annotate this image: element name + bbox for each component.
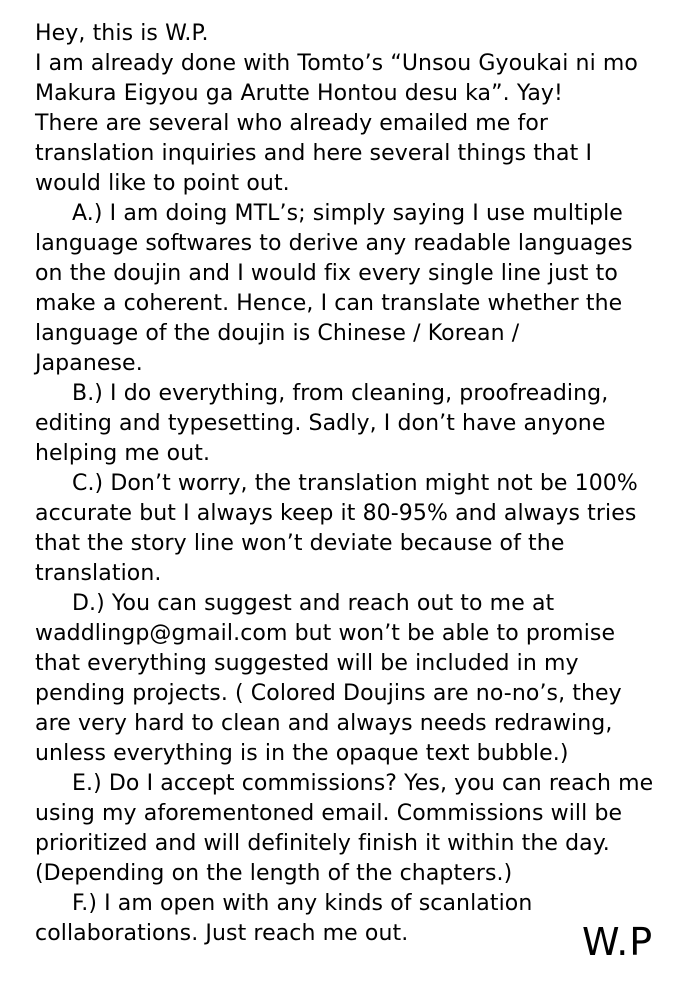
list-item-start-line: B.) I do everything, from cleaning, proofreading, [72, 381, 609, 406]
text-line: editing and typesetting. Sadly, I don’t have anyone [35, 411, 606, 436]
list-item-start-line: D.) You can suggest and reach out to me at [72, 591, 555, 616]
text-line: using my aforementoned email. Commissions will be [35, 801, 623, 826]
text-line: Hey, this is W.P. [35, 21, 209, 46]
text-line: would like to point out. [35, 171, 290, 196]
text-line: prioritized and will definitely finish it within the day. [35, 831, 610, 856]
list-item-start-line: A.) I am doing MTL’s; simply saying I use multiple [72, 201, 623, 226]
text-line: There are several who already emailed me for [35, 111, 549, 136]
text-line: pending projects. ( Colored Doujins are no-no’s, they [35, 681, 622, 706]
text-line: that everything suggested will be included in my [35, 651, 579, 676]
text-line: that the story line won’t deviate because of the [35, 531, 565, 556]
text-line: accurate but I always keep it 80-95% and always tries [35, 501, 637, 526]
text-line: collaborations. Just reach me out. [35, 921, 409, 946]
text-line: language softwares to derive any readable languages [35, 231, 633, 256]
text-line: (Depending on the length of the chapters.) [35, 861, 513, 886]
text-line: waddlingp@gmail.com but won’t be able to promise [35, 621, 616, 646]
list-item-start-line: C.) Don’t worry, the translation might not be 100% [72, 471, 638, 496]
text-line: are very hard to clean and always needs redrawing, [35, 711, 613, 736]
text-line: on the doujin and I would fix every single line just to [35, 261, 618, 286]
list-item-start-line: E.) Do I accept commissions? Yes, you can reach me [72, 771, 654, 796]
text-line: I am already done with Tomto’s “Unsou Gyoukai ni mo [35, 51, 638, 76]
text-line: language of the doujin is Chinese / Korean / [35, 321, 520, 346]
text-line: Japanese. [35, 351, 143, 376]
text-line: helping me out. [35, 441, 211, 466]
text-line: make a coherent. Hence, I can translate whether the [35, 291, 623, 316]
text-line: Makura Eigyou ga Arutte Hontou desu ka”. Yay! [35, 81, 563, 106]
text-line: translation. [35, 561, 162, 586]
list-item-start-line: F.) I am open with any kinds of scanlation [72, 891, 533, 916]
text-line: translation inquiries and here several things that I [35, 141, 593, 166]
signature: W.P [582, 920, 654, 964]
document-body [35, 19, 695, 949]
text-line: unless everything is in the opaque text bubble.) [35, 741, 569, 766]
